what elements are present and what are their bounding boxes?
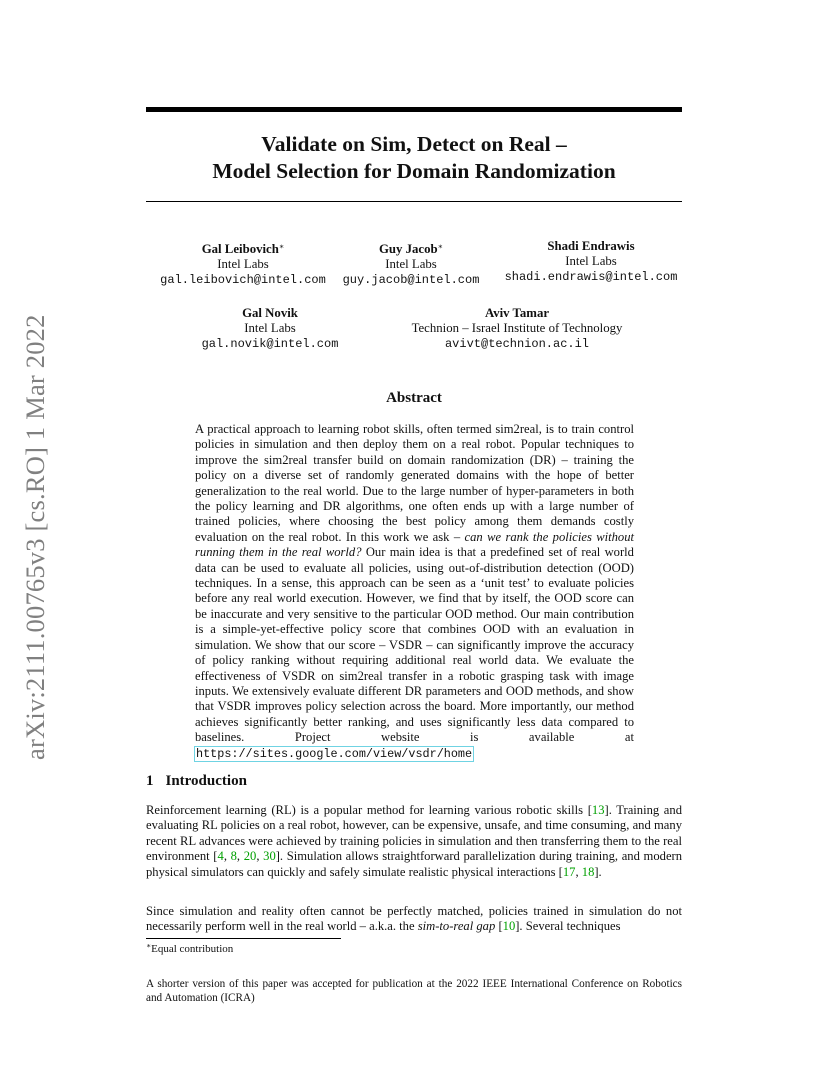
paper-title [146, 131, 682, 185]
citation-link[interactable]: 8 [230, 849, 237, 864]
citation-link[interactable]: 20 [243, 849, 257, 864]
abstract-text-part-2: Our main idea is that a predefined set of real world data can be used to evaluate all policies, using out-of-distribution detection (OOD) techniques. In a sense, this approach can be seen as a ‘unit test’ to evaluate policies before any real world execution. However, we find that by itself, the OOD score can be inaccurate and very sensitive to the particular OOD method. Our main contribution is a simple-yet-effective policy score that combines OOD with an evaluation in simulation. We show that our score – VSDR – can significantly improve the accuracy of policy ranking without requiring additional real world data. We evaluate the effectiveness of VSDR on sim2real transfer in a robotic grasping task with image inputs. We extensively evaluate different DR parameters and OOD methods, and show that VSDR improves policy selection across the board. More importantly, our method achieves significantly better ranking, and uses significantly less data compared to baselines. Project website is available at [195, 545, 634, 745]
equal-contribution-mark: ∗ [278, 242, 285, 251]
author-affiliation: Intel Labs [244, 321, 296, 336]
author-email[interactable]: avivt@technion.ac.il [444, 336, 590, 351]
section-number: 1 [146, 773, 154, 789]
section-title: Introduction [165, 773, 247, 789]
citation-link[interactable]: 10 [502, 919, 516, 934]
title-line-2: Model Selection for Domain Randomization [212, 159, 616, 183]
intro-paragraph-2 [146, 904, 682, 935]
paragraph-text: ]. Several techniques [515, 919, 621, 934]
author-name: Guy Jacob [378, 242, 438, 256]
paragraph-text: [ [498, 919, 503, 934]
emphasized-term: sim-to-real gap [417, 919, 496, 934]
abstract-text-part-1: A practical approach to learning robot skills, often termed sim2real, is to train control policies in simulation and then deploy them on a real robot. Popular techniques to improve the sim2real transfer build on domain randomization (DR) – training the policy on a diverse set of randomly generated domains with the hope of better generalization to the real world. Due to the large number of hyper-parameters in both the policy learning and DR algorithms, one often ends up with a large number of trained policies, where choosing the best policy among them demands costly evaluation on the real robot. In this work we ask – [195, 422, 634, 544]
citation-link[interactable]: 30 [263, 849, 276, 864]
footnote-text: Equal contribution [151, 943, 234, 955]
paragraph-text: ]. Simulation allows straightforward parallelization during training, and modern physical simulators can quickly and safely simulate realistic physical interactions [ [146, 849, 683, 879]
author-email[interactable]: gal.novik@intel.com [201, 336, 339, 351]
author-name: Shadi Endrawis [547, 239, 635, 253]
author-affiliation: Technion – Israel Institute of Technology [411, 321, 623, 336]
author-name: Aviv Tamar [484, 306, 550, 320]
author-affiliation: Intel Labs [217, 257, 269, 272]
author-block-endrawis [491, 239, 691, 285]
paragraph-text: ]. [594, 864, 602, 879]
section-heading-introduction [146, 773, 247, 790]
footnote-mark: ∗ [146, 941, 152, 950]
citation-link[interactable]: 18 [581, 864, 595, 879]
author-email[interactable]: gal.leibovich@intel.com [160, 272, 326, 287]
abstract-question: can we rank the policies without running them in the real world? [195, 529, 635, 560]
publication-note: A shorter version of this paper was accepted for publication at the 2022 IEEE International Conference on Robotics and Automation (ICRA) [146, 978, 682, 1005]
author-block-leibovich [148, 239, 338, 288]
footnote [146, 941, 233, 955]
author-affiliation: Intel Labs [565, 254, 617, 269]
author-block-novik [190, 306, 350, 352]
title-bottom-rule [146, 201, 682, 202]
author-block-tamar [392, 306, 642, 352]
author-block-jacob [332, 239, 490, 288]
project-website-link[interactable]: https://sites.google.com/view/vsdr/home [196, 746, 473, 761]
citation-link[interactable]: 13 [591, 803, 605, 817]
paragraph-text: Since simulation and reality often cannot be perfectly matched, policies trained in simulation do not necessarily perform well in the real world – a.k.a. the [146, 904, 682, 934]
intro-paragraph-1: Reinforcement learning (RL) is a popular method for learning various robotic skills [13]. Training and evaluating RL policies on a real robot, however, can be expensive, unsafe, and time consuming, and many recent RL advances were achieved by training policies in simulation and then transferring them to the real environment [4, 8, 20, 30]. Simulation allows straightforward parallelization during training, and modern physical simulators can quickly and safely simulate realistic physical interactions [17, 18]. [146, 803, 683, 879]
paragraph-text: ]. Training and evaluating RL policies on a real robot, however, can be expensive, unsafe, and time consuming, and many recent RL advances were achieved by training policies in simulation and then transferring them to the real environment [ [146, 803, 682, 864]
title-top-rule [146, 107, 682, 112]
citation-link[interactable]: 17 [562, 864, 576, 879]
citation-link[interactable]: 4 [217, 849, 224, 864]
author-email[interactable]: shadi.endrawis@intel.com [504, 269, 678, 284]
footnote-rule [146, 938, 341, 939]
author-email[interactable]: guy.jacob@intel.com [342, 272, 480, 287]
arxiv-identifier: arXiv:2111.00765v3 [cs.RO] 1 Mar 2022 [20, 314, 50, 760]
author-affiliation: Intel Labs [385, 257, 437, 272]
title-line-1: Validate on Sim, Detect on Real – [261, 132, 567, 156]
author-name: Gal Leibovich [201, 242, 279, 256]
equal-contribution-mark: ∗ [437, 242, 444, 251]
abstract-heading: Abstract [386, 390, 442, 406]
abstract-body [195, 422, 634, 762]
paragraph-text: Reinforcement learning (RL) is a popular method for learning various robotic skills [ [146, 803, 592, 817]
author-name: Gal Novik [242, 306, 298, 320]
